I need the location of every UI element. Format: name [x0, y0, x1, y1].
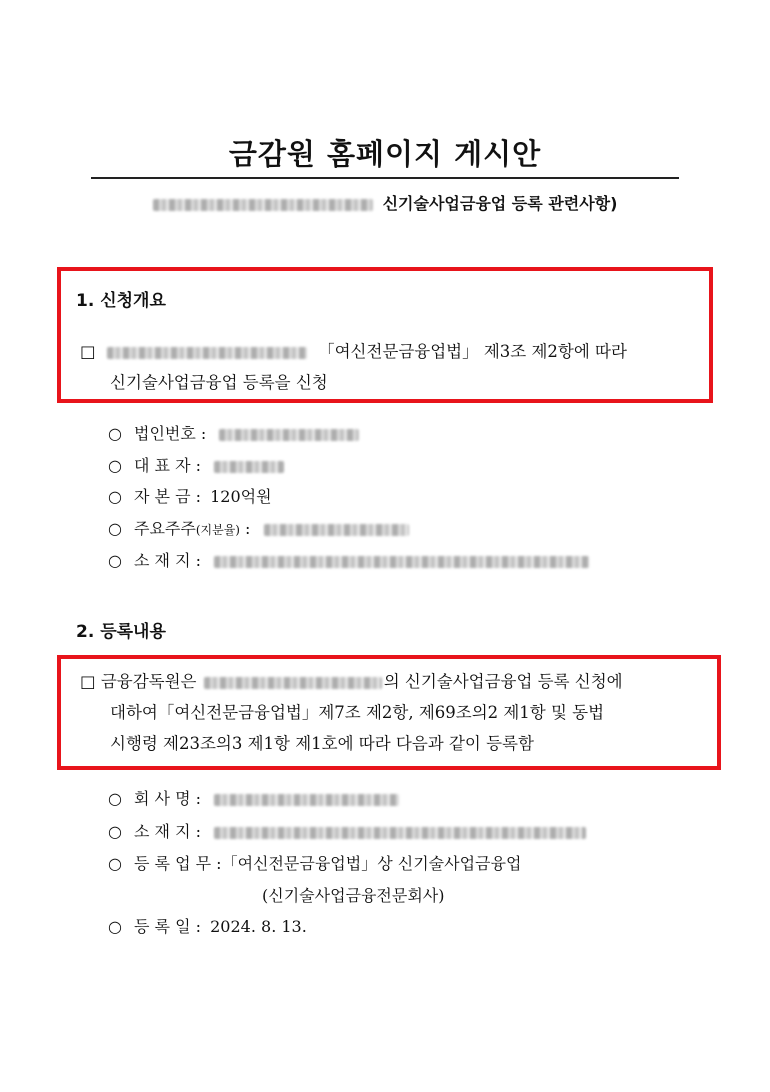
item-label: 대 표 자 : [134, 456, 202, 475]
redacted-value [219, 429, 359, 441]
redacted-company-name [204, 677, 382, 689]
list-item-address [108, 551, 589, 571]
list-item-location [108, 822, 586, 842]
item-label: 소 재 지 : [134, 551, 202, 570]
business-value-detail: (신기술사업금융전문회사) [262, 886, 445, 905]
title-divider [91, 177, 679, 179]
bullet-icon: ○ [108, 822, 122, 841]
bullet-icon: ○ [108, 917, 122, 936]
section1-heading: 1. 신청개요 [76, 291, 166, 311]
list-item-reg-date [108, 917, 307, 937]
list-item-company-name [108, 789, 399, 809]
section1-line2: 신기술사업금융업 등록을 신청 [110, 373, 328, 392]
document-subtitle [0, 191, 770, 214]
reg-date-value: 2024. 8. 13. [210, 917, 307, 936]
item-label: 회 사 명 : [134, 789, 202, 808]
section2-line1a: 금융감독원은 [100, 672, 197, 691]
checkbox-symbol: □ [80, 672, 96, 691]
business-value: 「여신전문금융업법」상 신기술사업금융업 [221, 854, 522, 873]
redacted-value [214, 827, 586, 839]
subtitle-text: 신기술사업금융업 등록 관련사항) [382, 194, 618, 213]
section2-line3: 시행령 제23조의3 제1항 제1호에 따라 다음과 같이 등록함 [110, 734, 534, 753]
capital-value: 120억원 [210, 487, 272, 506]
bullet-icon: ○ [108, 487, 122, 506]
section2-line1b: 의 신기술사업금융업 등록 신청에 [383, 672, 623, 691]
item-label: 주요주주 [134, 519, 196, 538]
redacted-company-name [107, 347, 307, 359]
document-title: 금감원 홈페이지 게시안 [228, 137, 542, 171]
section1-paragraph [80, 336, 700, 398]
redacted-value [264, 524, 409, 536]
section2-line2: 대하여「여신전문금융업법」제7조 제2항, 제69조의2 제1항 및 동법 [110, 703, 605, 722]
item-label: 등 록 일 : [134, 917, 202, 936]
bullet-icon: ○ [108, 551, 122, 570]
section2-heading: 2. 등록내용 [76, 622, 166, 642]
item-label-note: (지분율) [195, 523, 240, 537]
checkbox-symbol: □ [80, 342, 96, 361]
item-label: 법인번호 : [134, 424, 207, 443]
list-item-shareholder [108, 519, 409, 540]
list-item-capital [108, 487, 272, 507]
bullet-icon: ○ [108, 424, 122, 443]
list-item-ceo [108, 456, 284, 476]
redacted-value [214, 556, 589, 568]
list-item-business [108, 854, 521, 874]
item-label: 소 재 지 : [134, 822, 202, 841]
section1-line1: 「여신전문금융업법」 제3조 제2항에 따라 [318, 342, 627, 361]
redacted-company-name [153, 199, 373, 211]
bullet-icon: ○ [108, 519, 122, 538]
list-item-corp-number [108, 424, 359, 444]
item-label: 등 록 업 무 : [134, 854, 222, 873]
item-label-colon: : [239, 519, 251, 538]
bullet-icon: ○ [108, 456, 122, 475]
section2-paragraph [80, 666, 705, 759]
redacted-value [214, 794, 399, 806]
bullet-icon: ○ [108, 854, 122, 873]
item-label: 자 본 금 : [134, 487, 202, 506]
bullet-icon: ○ [108, 789, 122, 808]
redacted-value [214, 461, 284, 473]
